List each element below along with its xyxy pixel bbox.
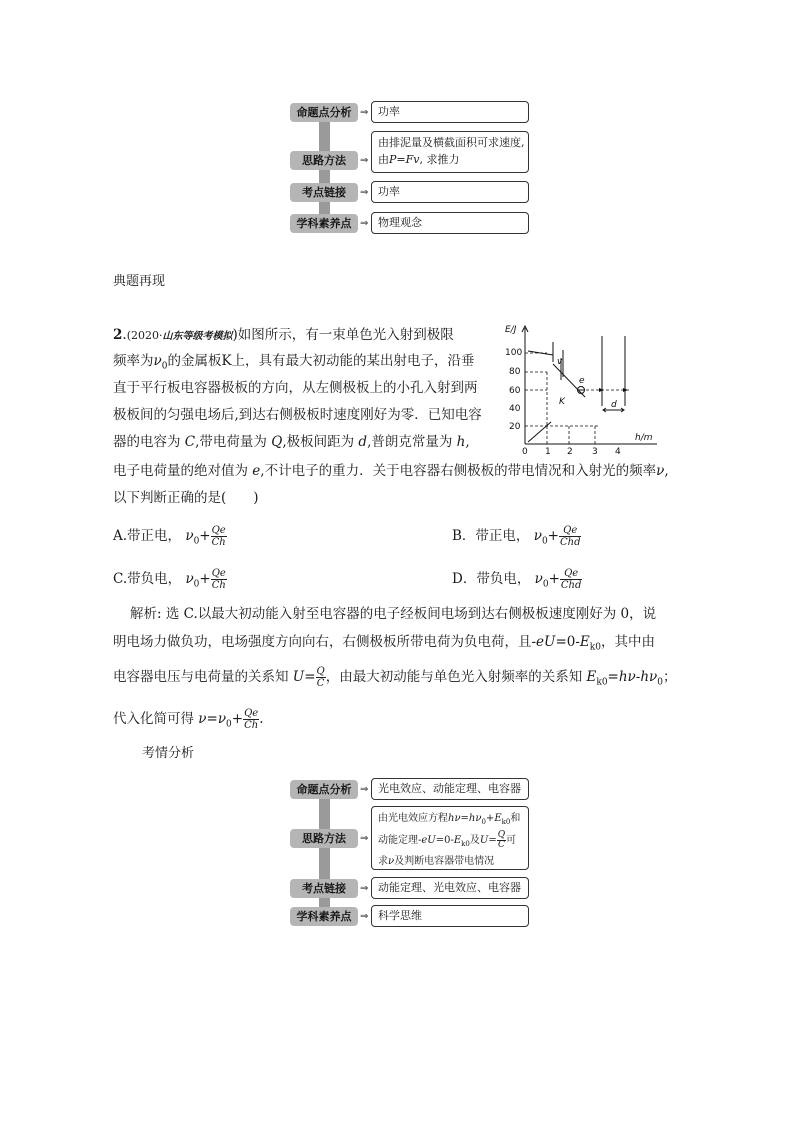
analysis-flow-top bbox=[288, 100, 533, 240]
v-label: v bbox=[557, 357, 563, 367]
solution-line-4 bbox=[113, 704, 264, 734]
sub: 0 bbox=[541, 536, 548, 547]
denominator: Chd bbox=[559, 537, 581, 548]
text: 求 bbox=[378, 856, 388, 867]
text: = bbox=[304, 669, 316, 685]
sym-nu: ν bbox=[534, 571, 543, 587]
x-tick: 4 bbox=[615, 447, 621, 457]
text: =0- bbox=[555, 634, 580, 650]
flow-label-exam-point: 考点链接 bbox=[290, 879, 358, 898]
question-line-2 bbox=[113, 351, 475, 377]
flow-label-exam-point: 考点链接 bbox=[290, 183, 358, 202]
text: = bbox=[206, 711, 218, 727]
fraction bbox=[497, 831, 506, 850]
plus: + bbox=[547, 528, 559, 544]
sym: Q bbox=[271, 434, 283, 450]
numerator: Qe bbox=[211, 525, 226, 536]
arrow-icon: ⇒ bbox=[360, 155, 369, 166]
flow-label-method: 思路方法 bbox=[290, 151, 358, 170]
sub: k0 bbox=[501, 818, 511, 826]
text: 明电场力做负功，电场强度方向向右，右侧极板所带电荷为负电荷，且 bbox=[113, 634, 532, 650]
flow-value-literacy bbox=[371, 905, 529, 927]
y-tick: 60 bbox=[509, 386, 521, 396]
solution-line-1: 解析: 选 C.以最大初动能入射至电容器的电子经板间电场到达右侧极板速度刚好为 0，说 bbox=[130, 606, 657, 622]
solution-line-3 bbox=[113, 662, 676, 692]
text: ； bbox=[662, 669, 677, 685]
fraction bbox=[211, 525, 227, 548]
sym-nu: ν bbox=[153, 353, 162, 369]
y-tick: 40 bbox=[509, 404, 521, 414]
flow-value-method bbox=[371, 806, 529, 870]
arrow-icon: ⇒ bbox=[360, 911, 369, 922]
arrow-icon: ⇒ bbox=[360, 883, 369, 894]
text: 频率为 bbox=[113, 353, 154, 369]
text: ，其中由 bbox=[600, 634, 655, 650]
flow-value-exam-point bbox=[371, 181, 529, 203]
text: , 求推力 bbox=[419, 153, 460, 166]
flow-label-literacy: 学科素养点 bbox=[290, 907, 358, 926]
y-tick: 80 bbox=[509, 367, 521, 377]
sub: k0 bbox=[589, 642, 601, 653]
solution-line-2 bbox=[113, 632, 655, 658]
method-line-2 bbox=[378, 151, 522, 168]
sym: ν bbox=[217, 711, 227, 727]
flow-label-method: 思路方法 bbox=[290, 829, 358, 848]
sym-nu: ν bbox=[185, 571, 194, 587]
x-axis-label: h/m bbox=[635, 433, 653, 443]
sym: E bbox=[579, 634, 590, 650]
flow-label-proposition: 命题点分析 bbox=[290, 103, 358, 122]
text: =0- bbox=[435, 835, 454, 846]
numerator: Qe bbox=[559, 525, 582, 537]
option-b[interactable] bbox=[452, 521, 581, 551]
flow-value-exam-point bbox=[371, 877, 529, 899]
d-label: d bbox=[611, 400, 617, 410]
flow-value-proposition bbox=[371, 101, 529, 123]
text: + bbox=[485, 813, 495, 824]
sym: hν bbox=[640, 669, 658, 685]
flow-value-proposition bbox=[371, 778, 529, 800]
text: 由 bbox=[378, 153, 389, 166]
flow-value-text: 光电效应、动能定理、电容器 bbox=[378, 782, 521, 795]
sym: ν bbox=[388, 856, 395, 867]
sym-nu: ν bbox=[533, 528, 542, 544]
text: . bbox=[259, 711, 264, 727]
y-tick: 20 bbox=[509, 422, 521, 432]
text: 及判断电容器带电情况 bbox=[394, 856, 495, 867]
x-tick: 0 bbox=[522, 447, 528, 457]
analysis-title: 考情分析 bbox=[142, 746, 195, 761]
sym: E bbox=[494, 813, 502, 824]
text: = bbox=[607, 669, 619, 685]
sub: 0 bbox=[226, 719, 232, 730]
method-line-2 bbox=[378, 831, 522, 853]
sym-fv: Fv bbox=[405, 153, 420, 166]
flow-value-text: 功率 bbox=[378, 105, 400, 118]
flow-value-text: 功率 bbox=[378, 185, 400, 198]
text: 的金属板K上，具有最大初动能的某出射电子，沿垂 bbox=[167, 353, 475, 369]
fraction bbox=[559, 525, 582, 548]
text: 和 bbox=[510, 813, 521, 824]
text: - bbox=[635, 669, 641, 685]
flow-label-literacy: 学科素养点 bbox=[290, 214, 358, 233]
sub: 0 bbox=[161, 361, 168, 372]
sym: d bbox=[358, 434, 368, 450]
question-line-4: 极板间的匀强电场后,到达右侧极板时速度刚好为零．已知电容 bbox=[113, 407, 482, 423]
rise-line bbox=[528, 422, 551, 442]
sub: k0 bbox=[596, 677, 608, 688]
sym: e bbox=[252, 463, 261, 479]
text: , bbox=[465, 434, 470, 450]
question-line-6 bbox=[113, 461, 669, 481]
text: 代入化简可得 bbox=[113, 711, 194, 727]
numerator: Q bbox=[316, 666, 325, 677]
sym: E bbox=[453, 835, 462, 846]
sym: ν bbox=[198, 711, 207, 727]
text: 动能定理 bbox=[378, 835, 418, 846]
sym: U bbox=[479, 835, 489, 846]
method-line-3 bbox=[378, 853, 522, 870]
source-open: (2020· bbox=[126, 329, 163, 342]
sub: 0 bbox=[193, 536, 200, 547]
option-c[interactable] bbox=[113, 564, 227, 594]
method-line-1: 由排泥量及横截面积可求速度, bbox=[378, 136, 525, 149]
fraction bbox=[560, 568, 583, 591]
flow-value-text: 动能定理、光电效应、电容器 bbox=[378, 881, 521, 894]
sub: 0 bbox=[542, 579, 549, 590]
denominator: Chd bbox=[560, 580, 582, 591]
x-tick: 2 bbox=[567, 447, 573, 457]
sym: ν bbox=[656, 463, 665, 479]
sym: hν bbox=[618, 669, 636, 685]
flow-value-literacy bbox=[371, 212, 529, 234]
flow-value-text: 科学思维 bbox=[378, 909, 422, 922]
sym-nu: ν bbox=[185, 528, 194, 544]
question-line-7: 以下判断正确的是( ) bbox=[113, 490, 259, 506]
option-label: C.带负电， bbox=[113, 571, 182, 587]
denominator: C bbox=[497, 840, 505, 850]
text: ,普朗克常量为 bbox=[367, 434, 453, 450]
arrow-icon: ⇒ bbox=[360, 107, 369, 118]
sym: E bbox=[586, 669, 597, 685]
text: . bbox=[122, 327, 127, 343]
sub: 0 bbox=[193, 579, 200, 590]
k-label: K bbox=[559, 397, 565, 407]
plus: + bbox=[548, 571, 560, 587]
x-tick: 3 bbox=[592, 447, 598, 457]
text: 由光电效应方程 bbox=[378, 813, 448, 824]
flow-value-text: 物理观念 bbox=[378, 216, 422, 229]
text: 电子电荷量的绝对值为 bbox=[113, 463, 248, 479]
numerator: Qe bbox=[244, 708, 259, 719]
option-label: D．带负电， bbox=[452, 571, 531, 587]
question-number: 2 bbox=[113, 327, 123, 343]
text: 可 bbox=[506, 835, 517, 846]
plus: + bbox=[199, 571, 211, 587]
text: 器的电容为 bbox=[113, 434, 181, 450]
figure-plot bbox=[495, 322, 675, 457]
text: = bbox=[396, 153, 406, 166]
question-line-5 bbox=[113, 432, 470, 452]
question-source: 山东等级考模拟 bbox=[162, 331, 233, 342]
flow-value-method bbox=[371, 131, 529, 173]
e-label: e bbox=[579, 376, 585, 386]
arrow-icon: ⇒ bbox=[360, 833, 369, 844]
option-label: B．带正电， bbox=[452, 528, 530, 544]
y-tick: 100 bbox=[505, 348, 523, 358]
numerator: Qe bbox=[560, 568, 583, 580]
x-tick: 1 bbox=[545, 447, 551, 457]
sym: U bbox=[292, 669, 305, 685]
arrow-icon: ⇒ bbox=[360, 218, 369, 229]
question-line-3: 直于平行板电容器极板的方向，从左侧极板上的小孔入射到两 bbox=[113, 380, 478, 396]
text: , bbox=[664, 463, 669, 479]
denominator: Ch bbox=[211, 537, 226, 548]
denominator: Ch bbox=[211, 580, 226, 591]
denominator: C bbox=[316, 678, 325, 689]
fraction bbox=[316, 666, 326, 689]
y-axis-label: E/J bbox=[505, 325, 517, 335]
sym: C bbox=[184, 434, 196, 450]
plus: + bbox=[199, 528, 211, 544]
text: ,极板间距为 bbox=[282, 434, 355, 450]
sub: 0 bbox=[481, 818, 486, 826]
option-a[interactable] bbox=[113, 521, 227, 551]
sym: h bbox=[456, 434, 466, 450]
section-title: 典题再现 bbox=[113, 274, 166, 289]
text: = bbox=[488, 835, 497, 846]
question-line-1 bbox=[113, 325, 454, 347]
sym: -eU bbox=[531, 634, 556, 650]
sym: -eU bbox=[418, 835, 436, 846]
sub: 0 bbox=[657, 677, 663, 688]
text: + bbox=[231, 711, 244, 727]
text: = bbox=[460, 813, 469, 824]
text: )如图所示，有一束单色光入射到极限 bbox=[232, 327, 454, 343]
sym-p: P bbox=[389, 153, 397, 166]
arrow-icon: ⇒ bbox=[360, 187, 369, 198]
method-line-1 bbox=[378, 810, 522, 831]
option-label: A.带正电， bbox=[113, 528, 182, 544]
text: 电容器电压与电荷量的关系知 bbox=[113, 669, 289, 685]
text: ，由最大初动能与单色光入射频率的关系知 bbox=[325, 669, 583, 685]
analysis-flow-bottom bbox=[288, 776, 533, 931]
fraction bbox=[211, 568, 227, 591]
denominator: Ch bbox=[244, 720, 259, 731]
numerator: Qe bbox=[211, 568, 226, 579]
sym: hν bbox=[468, 813, 482, 824]
sym: hν bbox=[448, 813, 461, 824]
arrow-icon: ⇒ bbox=[360, 784, 369, 795]
text: ,不计电子的重力．关于电容器右侧极板的带电情况和入射光的频率 bbox=[260, 463, 657, 479]
sub: k0 bbox=[461, 840, 470, 848]
fraction bbox=[243, 708, 259, 731]
flow-label-proposition: 命题点分析 bbox=[290, 780, 358, 799]
text: 及 bbox=[469, 835, 480, 846]
numerator: Q bbox=[497, 830, 506, 840]
option-d[interactable] bbox=[452, 564, 582, 594]
flow-spine bbox=[319, 780, 330, 925]
text: ,带电荷量为 bbox=[195, 434, 267, 450]
